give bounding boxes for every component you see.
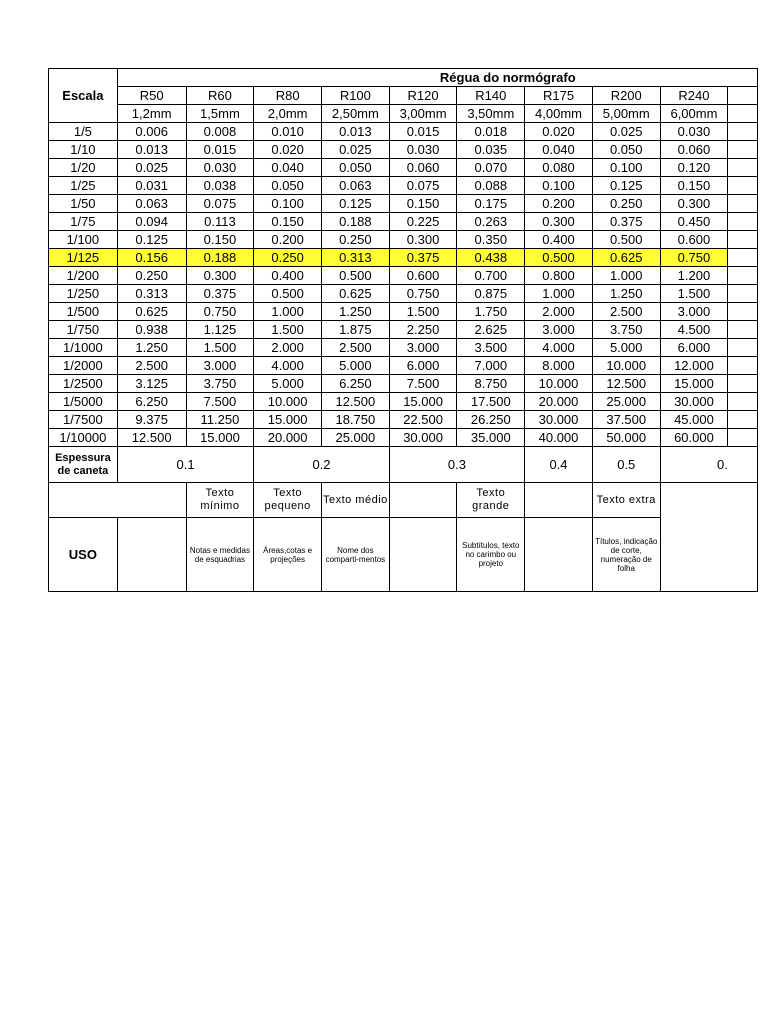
value-cell[interactable]: 37.500 xyxy=(592,411,660,429)
empty-cell[interactable] xyxy=(728,87,758,105)
ruler-header-r140[interactable]: R140 xyxy=(457,87,525,105)
table-row xyxy=(49,285,758,303)
table-row xyxy=(49,429,758,447)
value-cell[interactable]: 7.500 xyxy=(186,393,254,411)
value-cell[interactable]: 4.000 xyxy=(254,357,322,375)
value-cell[interactable]: 0.060 xyxy=(389,159,457,177)
value-cell[interactable]: 3.000 xyxy=(525,321,593,339)
value-cell[interactable]: 0.250 xyxy=(254,249,322,267)
value-cell[interactable]: 10.000 xyxy=(525,375,593,393)
value-cell[interactable]: 3.750 xyxy=(186,375,254,393)
table-row xyxy=(49,159,758,177)
value-cell[interactable]: 0.120 xyxy=(660,159,728,177)
table-row xyxy=(49,195,758,213)
value-cell[interactable]: 2.250 xyxy=(389,321,457,339)
empty-cell[interactable] xyxy=(728,357,758,375)
value-cell[interactable]: 20.000 xyxy=(254,429,322,447)
value-cell[interactable]: 0.030 xyxy=(660,123,728,141)
empty-cell[interactable] xyxy=(525,518,593,592)
size-header[interactable]: 1,5mm xyxy=(186,105,254,123)
empty-cell[interactable] xyxy=(660,483,728,592)
value-cell[interactable]: 2.000 xyxy=(254,339,322,357)
value-cell[interactable]: 0.088 xyxy=(457,177,525,195)
value-cell[interactable]: 26.250 xyxy=(457,411,525,429)
empty-cell[interactable] xyxy=(728,267,758,285)
value-cell[interactable]: 50.000 xyxy=(592,429,660,447)
value-cell[interactable]: 1.500 xyxy=(254,321,322,339)
empty-cell[interactable] xyxy=(525,483,593,518)
value-cell[interactable]: 0.200 xyxy=(254,231,322,249)
table-row xyxy=(49,231,758,249)
value-cell[interactable]: 0.350 xyxy=(457,231,525,249)
ruler-header-r100[interactable]: R100 xyxy=(322,87,390,105)
size-header[interactable]: 5,00mm xyxy=(592,105,660,123)
value-cell[interactable]: 0.100 xyxy=(254,195,322,213)
value-cell[interactable]: 15.000 xyxy=(660,375,728,393)
value-cell[interactable]: 0.018 xyxy=(457,123,525,141)
empty-cell[interactable] xyxy=(728,447,758,483)
value-cell[interactable]: 1.875 xyxy=(322,321,390,339)
ruler-header-r200[interactable]: R200 xyxy=(592,87,660,105)
value-cell[interactable]: 1.200 xyxy=(660,267,728,285)
value-cell[interactable]: 0.450 xyxy=(660,213,728,231)
value-cell[interactable]: 0.060 xyxy=(660,141,728,159)
value-cell[interactable]: 0.875 xyxy=(457,285,525,303)
value-cell[interactable]: 6.000 xyxy=(660,339,728,357)
table-row xyxy=(49,393,758,411)
empty-cell[interactable] xyxy=(728,321,758,339)
espessura-value[interactable]: 0.5 xyxy=(592,447,660,483)
value-cell[interactable]: 0.188 xyxy=(186,249,254,267)
value-cell[interactable]: 1.250 xyxy=(592,285,660,303)
value-cell[interactable]: 3.500 xyxy=(457,339,525,357)
scale-cell[interactable]: 1/1000 xyxy=(49,339,118,357)
value-cell[interactable]: 0.150 xyxy=(389,195,457,213)
empty-cell[interactable] xyxy=(389,483,457,518)
table-row xyxy=(49,303,758,321)
scale-cell[interactable]: 1/20 xyxy=(49,159,118,177)
value-cell[interactable]: 0.750 xyxy=(186,303,254,321)
value-cell[interactable]: 1.000 xyxy=(592,267,660,285)
value-cell[interactable]: 0.125 xyxy=(592,177,660,195)
value-cell[interactable]: 0.150 xyxy=(660,177,728,195)
value-cell[interactable]: 11.250 xyxy=(186,411,254,429)
scale-cell[interactable]: 1/250 xyxy=(49,285,118,303)
table-row xyxy=(49,267,758,285)
value-cell[interactable]: 1.250 xyxy=(117,339,186,357)
value-cell[interactable]: 12.500 xyxy=(322,393,390,411)
value-cell[interactable]: 17.500 xyxy=(457,393,525,411)
value-cell[interactable]: 8.750 xyxy=(457,375,525,393)
scale-cell[interactable]: 1/500 xyxy=(49,303,118,321)
value-cell[interactable]: 7.000 xyxy=(457,357,525,375)
value-cell[interactable]: 0.700 xyxy=(457,267,525,285)
value-cell[interactable]: 0.025 xyxy=(117,159,186,177)
value-cell[interactable]: 2.000 xyxy=(525,303,593,321)
ruler-header-r80[interactable]: R80 xyxy=(254,87,322,105)
title-row xyxy=(49,69,758,87)
uso-notas[interactable]: Notas e medidas de esquadrias xyxy=(186,518,254,592)
value-cell[interactable]: 0.150 xyxy=(186,231,254,249)
value-cell[interactable]: 0.500 xyxy=(525,249,593,267)
table-row xyxy=(49,411,758,429)
value-cell[interactable]: 0.156 xyxy=(117,249,186,267)
scale-cell[interactable]: 1/100 xyxy=(49,231,118,249)
value-cell[interactable]: 0.313 xyxy=(322,249,390,267)
empty-cell[interactable] xyxy=(728,285,758,303)
value-cell[interactable]: 15.000 xyxy=(254,411,322,429)
value-cell[interactable]: 0.625 xyxy=(592,249,660,267)
value-cell[interactable]: 0.040 xyxy=(525,141,593,159)
value-cell[interactable]: 0.010 xyxy=(254,123,322,141)
value-cell[interactable]: 0.050 xyxy=(322,159,390,177)
espessura-value[interactable]: 0.4 xyxy=(525,447,593,483)
value-cell[interactable]: 3.000 xyxy=(660,303,728,321)
value-cell[interactable]: 0.400 xyxy=(525,231,593,249)
value-cell[interactable]: 2.500 xyxy=(592,303,660,321)
value-cell[interactable]: 12.500 xyxy=(117,429,186,447)
ruler-header-r120[interactable]: R120 xyxy=(389,87,457,105)
value-cell[interactable]: 0.015 xyxy=(389,123,457,141)
value-cell[interactable]: 0.020 xyxy=(254,141,322,159)
table-row xyxy=(49,123,758,141)
value-cell[interactable]: 0.188 xyxy=(322,213,390,231)
value-cell[interactable]: 1.500 xyxy=(186,339,254,357)
value-cell[interactable]: 0.100 xyxy=(592,159,660,177)
empty-cell[interactable] xyxy=(728,483,758,592)
value-cell[interactable]: 0.063 xyxy=(322,177,390,195)
value-cell[interactable]: 1.125 xyxy=(186,321,254,339)
texto-medio[interactable]: Texto médio xyxy=(322,483,390,518)
value-cell[interactable]: 0.075 xyxy=(389,177,457,195)
value-cell[interactable]: 3.750 xyxy=(592,321,660,339)
scale-cell[interactable]: 1/750 xyxy=(49,321,118,339)
value-cell[interactable]: 0.225 xyxy=(389,213,457,231)
text-type-row xyxy=(49,483,758,518)
empty-cell[interactable] xyxy=(728,195,758,213)
value-cell[interactable]: 0.150 xyxy=(254,213,322,231)
value-cell[interactable]: 0.600 xyxy=(660,231,728,249)
size-header[interactable]: 3,50mm xyxy=(457,105,525,123)
value-cell[interactable]: 0.500 xyxy=(254,285,322,303)
value-cell[interactable]: 2.625 xyxy=(457,321,525,339)
value-cell[interactable]: 5.000 xyxy=(322,357,390,375)
value-cell[interactable]: 0.094 xyxy=(117,213,186,231)
scale-cell[interactable]: 1/2000 xyxy=(49,357,118,375)
value-cell[interactable]: 0.400 xyxy=(254,267,322,285)
value-cell[interactable]: 12.500 xyxy=(592,375,660,393)
empty-cell[interactable] xyxy=(728,393,758,411)
value-cell[interactable]: 0.300 xyxy=(660,195,728,213)
texto-minimo[interactable]: Texto mínimo xyxy=(186,483,254,518)
value-cell[interactable]: 1.750 xyxy=(457,303,525,321)
value-cell[interactable]: 20.000 xyxy=(525,393,593,411)
ruler-header-r240[interactable]: R240 xyxy=(660,87,728,105)
scale-cell[interactable]: 1/5000 xyxy=(49,393,118,411)
espessura-value[interactable]: 0. xyxy=(660,447,728,483)
espessura-value[interactable]: 0.3 xyxy=(389,447,524,483)
ruler-header-r60[interactable]: R60 xyxy=(186,87,254,105)
value-cell[interactable]: 0.375 xyxy=(592,213,660,231)
texto-grande[interactable]: Texto grande xyxy=(457,483,525,518)
value-cell[interactable]: 0.938 xyxy=(117,321,186,339)
uso-titulos[interactable]: Títulos, indicação de corte, numeração de folha xyxy=(592,518,660,592)
footer-body xyxy=(49,447,758,592)
value-cell[interactable]: 5.000 xyxy=(592,339,660,357)
value-cell[interactable]: 3.000 xyxy=(186,357,254,375)
table-row xyxy=(49,357,758,375)
value-cell[interactable]: 6.250 xyxy=(322,375,390,393)
value-cell[interactable]: 10.000 xyxy=(592,357,660,375)
value-cell[interactable]: 0.438 xyxy=(457,249,525,267)
size-row xyxy=(49,105,758,123)
scale-cell[interactable]: 1/200 xyxy=(49,267,118,285)
scale-cell[interactable]: 1/75 xyxy=(49,213,118,231)
empty-cell[interactable] xyxy=(728,303,758,321)
value-cell[interactable]: 18.750 xyxy=(322,411,390,429)
value-cell[interactable]: 0.313 xyxy=(117,285,186,303)
value-cell[interactable]: 3.000 xyxy=(389,339,457,357)
table-row xyxy=(49,141,758,159)
table-title[interactable]: Régua do normógrafo xyxy=(117,69,728,87)
value-cell[interactable]: 0.013 xyxy=(322,123,390,141)
size-header[interactable]: 2,0mm xyxy=(254,105,322,123)
value-cell[interactable]: 0.375 xyxy=(186,285,254,303)
scale-cell[interactable]: 1/10 xyxy=(49,141,118,159)
value-cell[interactable]: 1.250 xyxy=(322,303,390,321)
value-cell[interactable]: 0.600 xyxy=(389,267,457,285)
table-row xyxy=(49,177,758,195)
texto-pequeno[interactable]: Texto pequeno xyxy=(254,483,322,518)
value-cell[interactable]: 45.000 xyxy=(660,411,728,429)
value-cell[interactable]: 0.250 xyxy=(117,267,186,285)
texto-extra[interactable]: Texto extra xyxy=(592,483,660,518)
empty-cell[interactable] xyxy=(728,177,758,195)
ruler-row xyxy=(49,87,758,105)
value-cell[interactable]: 0.800 xyxy=(525,267,593,285)
value-cell[interactable]: 22.500 xyxy=(389,411,457,429)
value-cell[interactable]: 0.113 xyxy=(186,213,254,231)
value-cell[interactable]: 0.175 xyxy=(457,195,525,213)
uso-row xyxy=(49,518,758,592)
table-row xyxy=(49,339,758,357)
size-header[interactable]: 4,00mm xyxy=(525,105,593,123)
empty-cell[interactable] xyxy=(728,429,758,447)
empty-cell[interactable] xyxy=(728,159,758,177)
value-cell[interactable]: 30.000 xyxy=(525,411,593,429)
empty-cell[interactable] xyxy=(389,518,457,592)
value-cell[interactable]: 3.125 xyxy=(117,375,186,393)
value-cell[interactable]: 4.000 xyxy=(525,339,593,357)
value-cell[interactable]: 30.000 xyxy=(660,393,728,411)
empty-cell[interactable] xyxy=(49,483,187,518)
empty-cell[interactable] xyxy=(728,339,758,357)
value-cell[interactable]: 1.500 xyxy=(389,303,457,321)
value-cell[interactable]: 15.000 xyxy=(389,393,457,411)
value-cell[interactable]: 0.750 xyxy=(389,285,457,303)
espessura-value[interactable]: 0.2 xyxy=(254,447,389,483)
value-cell[interactable]: 15.000 xyxy=(186,429,254,447)
size-header[interactable]: 3,00mm xyxy=(389,105,457,123)
table-row xyxy=(49,375,758,393)
value-cell[interactable]: 1.000 xyxy=(525,285,593,303)
empty-cell[interactable] xyxy=(728,231,758,249)
ruler-header-r50[interactable]: R50 xyxy=(117,87,186,105)
value-cell[interactable]: 0.250 xyxy=(592,195,660,213)
value-cell[interactable]: 12.000 xyxy=(660,357,728,375)
empty-cell[interactable] xyxy=(728,375,758,393)
value-cell[interactable]: 0.250 xyxy=(322,231,390,249)
value-cell[interactable]: 6.000 xyxy=(389,357,457,375)
uso-label[interactable]: USO xyxy=(49,518,118,592)
scale-cell[interactable]: 1/125 xyxy=(49,249,118,267)
value-cell[interactable]: 60.000 xyxy=(660,429,728,447)
scale-cell[interactable]: 1/5 xyxy=(49,123,118,141)
value-cell[interactable]: 0.075 xyxy=(186,195,254,213)
value-cell[interactable]: 25.000 xyxy=(322,429,390,447)
value-cell[interactable]: 5.000 xyxy=(254,375,322,393)
value-cell[interactable]: 0.013 xyxy=(117,141,186,159)
value-cell[interactable]: 25.000 xyxy=(592,393,660,411)
value-cell[interactable]: 0.038 xyxy=(186,177,254,195)
value-cell[interactable]: 0.300 xyxy=(389,231,457,249)
uso-subtitulos[interactable]: Subtítulos, texto no carimbo ou projeto xyxy=(457,518,525,592)
value-cell[interactable]: 10.000 xyxy=(254,393,322,411)
value-cell[interactable]: 0.025 xyxy=(322,141,390,159)
scale-cell[interactable]: 1/25 xyxy=(49,177,118,195)
table-row xyxy=(49,249,758,267)
value-cell[interactable]: 0.375 xyxy=(389,249,457,267)
empty-cell[interactable] xyxy=(728,69,758,87)
value-cell[interactable]: 0.200 xyxy=(525,195,593,213)
value-cell[interactable]: 2.500 xyxy=(322,339,390,357)
scale-cell[interactable]: 1/10000 xyxy=(49,429,118,447)
value-cell[interactable]: 7.500 xyxy=(389,375,457,393)
value-cell[interactable]: 0.050 xyxy=(592,141,660,159)
value-cell[interactable]: 0.750 xyxy=(660,249,728,267)
escala-header[interactable]: Escala xyxy=(49,69,118,123)
value-cell[interactable]: 0.300 xyxy=(525,213,593,231)
value-cell[interactable]: 0.040 xyxy=(254,159,322,177)
scale-cell[interactable]: 1/7500 xyxy=(49,411,118,429)
table-row xyxy=(49,213,758,231)
empty-cell[interactable] xyxy=(728,141,758,159)
empty-cell[interactable] xyxy=(117,518,186,592)
value-cell[interactable]: 1.000 xyxy=(254,303,322,321)
value-cell[interactable]: 0.080 xyxy=(525,159,593,177)
value-cell[interactable]: 0.030 xyxy=(186,159,254,177)
scale-cell[interactable]: 1/50 xyxy=(49,195,118,213)
table-row xyxy=(49,321,758,339)
size-header[interactable]: 2,50mm xyxy=(322,105,390,123)
value-cell[interactable]: 0.300 xyxy=(186,267,254,285)
value-cell[interactable]: 0.070 xyxy=(457,159,525,177)
value-cell[interactable]: 0.025 xyxy=(592,123,660,141)
espessura-value[interactable]: 0.1 xyxy=(117,447,254,483)
scale-cell[interactable]: 1/2500 xyxy=(49,375,118,393)
value-cell[interactable]: 0.030 xyxy=(389,141,457,159)
value-cell[interactable]: 0.008 xyxy=(186,123,254,141)
normografo-table xyxy=(48,68,758,592)
value-cell[interactable]: 0.035 xyxy=(457,141,525,159)
value-cell[interactable]: 0.125 xyxy=(322,195,390,213)
value-cell[interactable]: 0.050 xyxy=(254,177,322,195)
empty-cell[interactable] xyxy=(728,105,758,123)
value-cell[interactable]: 0.500 xyxy=(322,267,390,285)
value-cell[interactable]: 0.263 xyxy=(457,213,525,231)
empty-cell[interactable] xyxy=(728,411,758,429)
value-cell[interactable]: 0.006 xyxy=(117,123,186,141)
uso-nome[interactable]: Nome dos comparti-mentos xyxy=(322,518,390,592)
value-cell[interactable]: 2.500 xyxy=(117,357,186,375)
value-cell[interactable]: 0.020 xyxy=(525,123,593,141)
table-body xyxy=(49,123,758,447)
value-cell[interactable]: 0.100 xyxy=(525,177,593,195)
value-cell[interactable]: 0.625 xyxy=(117,303,186,321)
uso-areas[interactable]: Áreas,cotas e projeções xyxy=(254,518,322,592)
value-cell[interactable]: 6.250 xyxy=(117,393,186,411)
value-cell[interactable]: 0.625 xyxy=(322,285,390,303)
empty-cell[interactable] xyxy=(728,123,758,141)
value-cell[interactable]: 0.500 xyxy=(592,231,660,249)
empty-cell[interactable] xyxy=(728,249,758,267)
value-cell[interactable]: 1.500 xyxy=(660,285,728,303)
empty-cell[interactable] xyxy=(728,213,758,231)
size-header[interactable]: 6,00mm xyxy=(660,105,728,123)
value-cell[interactable]: 0.015 xyxy=(186,141,254,159)
value-cell[interactable]: 4.500 xyxy=(660,321,728,339)
value-cell[interactable]: 9.375 xyxy=(117,411,186,429)
size-header[interactable]: 1,2mm xyxy=(117,105,186,123)
value-cell[interactable]: 30.000 xyxy=(389,429,457,447)
value-cell[interactable]: 0.063 xyxy=(117,195,186,213)
value-cell[interactable]: 35.000 xyxy=(457,429,525,447)
value-cell[interactable]: 0.031 xyxy=(117,177,186,195)
espessura-label[interactable]: Espessura de caneta xyxy=(49,447,118,483)
value-cell[interactable]: 8.000 xyxy=(525,357,593,375)
value-cell[interactable]: 0.125 xyxy=(117,231,186,249)
value-cell[interactable]: 40.000 xyxy=(525,429,593,447)
espessura-row xyxy=(49,447,758,483)
spreadsheet-area xyxy=(48,68,768,599)
ruler-header-r175[interactable]: R175 xyxy=(525,87,593,105)
